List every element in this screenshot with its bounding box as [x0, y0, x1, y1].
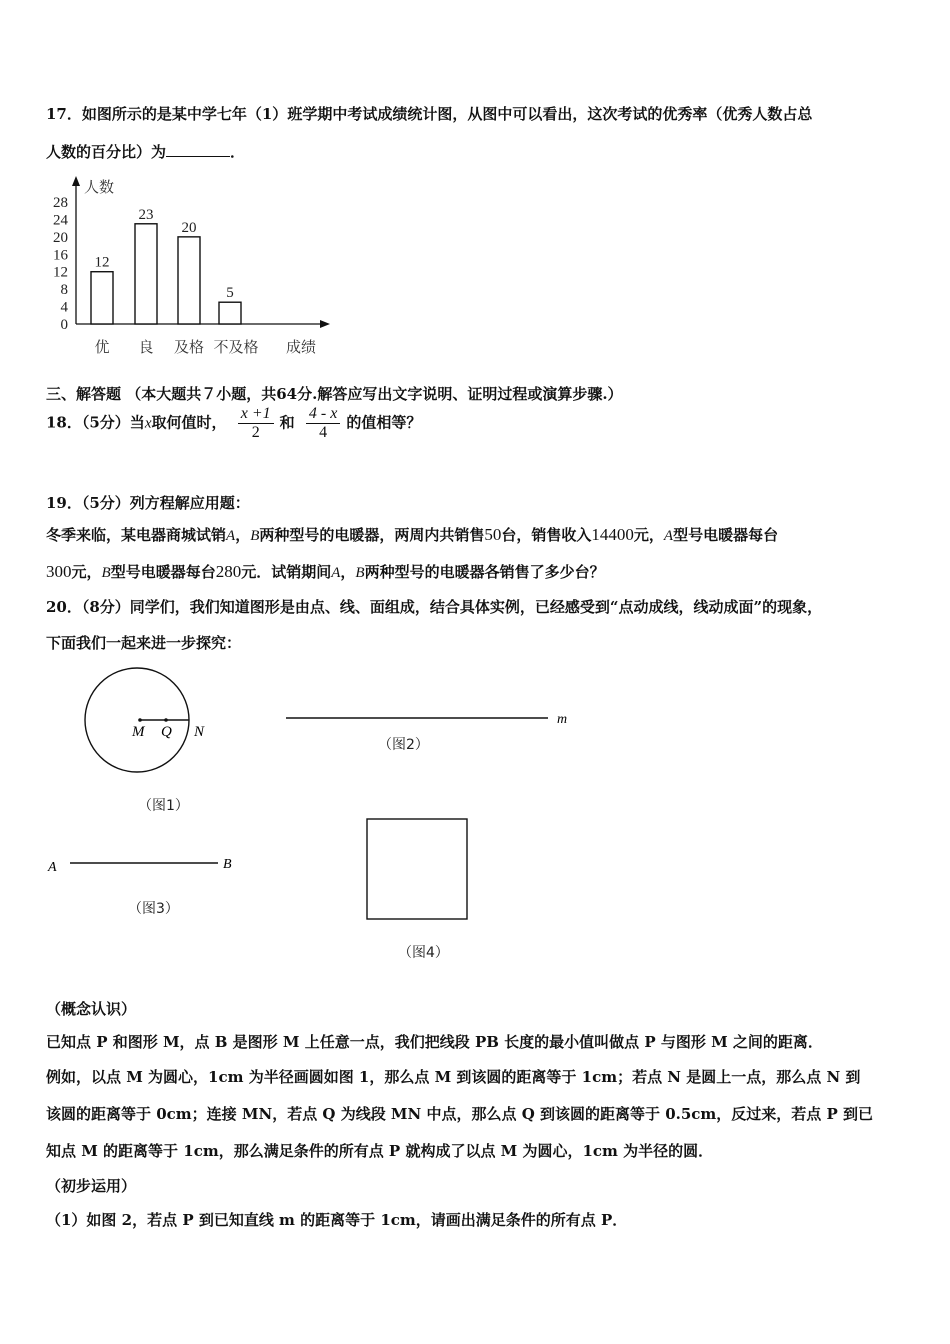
fraction-2 [306, 405, 340, 442]
q19-text: 两种型号的电暖器各销售了多少台？ [364, 563, 605, 581]
y-tick-label: 16 [53, 247, 68, 264]
q19-text: 元．试销期间 [241, 563, 332, 581]
apply-heading: （初步运用） [46, 1177, 137, 1195]
answer-blank [166, 142, 230, 157]
var-A: A [226, 528, 236, 544]
q19-text: 台，销售收入 [501, 526, 592, 544]
label-B: B [223, 857, 232, 872]
apply-p1: （1）如图 2，若点 P 到已知直线 m 的距离等于 1cm，请画出满足条件的所有点 P． [46, 1211, 628, 1229]
q19-text: 元， [71, 563, 102, 581]
fraction-1 [238, 405, 274, 442]
y-tick-label: 4 [60, 299, 68, 316]
x-axis-label: 成绩 [286, 340, 317, 356]
figure-1-caption: （图1） [138, 798, 189, 814]
x-axis-arrow [320, 320, 330, 328]
bar-value-label: 23 [138, 206, 154, 223]
q18-mid: 取何值时， [151, 413, 227, 432]
bar-4 [219, 302, 241, 324]
concept-heading: （概念认识） [46, 1000, 137, 1018]
section-3-header: 三、解答题 （本大题共７小题，共64分.解答应写出文字说明、证明过程或演算步骤.） [46, 385, 623, 403]
x-tick-label: 不及格 [213, 340, 259, 356]
q19-text: 型号电暖器每台 [110, 563, 216, 581]
label-Q: Q [161, 724, 172, 740]
bar-chart [40, 172, 340, 364]
label-m: m [557, 712, 568, 727]
bar-1 [91, 272, 113, 324]
q19-line2 [46, 561, 605, 582]
fraction-2-numerator: 4 - x [306, 405, 340, 424]
q18 [46, 405, 421, 442]
q17-line2-post: ． [230, 143, 246, 161]
q18-pre: 18．（5分）当 [46, 413, 145, 432]
fraction-1-numerator: x +1 [238, 405, 274, 424]
bar-value-label: 20 [181, 219, 197, 236]
var-B: B [250, 528, 260, 544]
number-50: 50 [484, 525, 502, 544]
bar-3 [178, 237, 200, 324]
figure-2-caption: （图2） [378, 737, 429, 753]
q18-and: 和 [279, 413, 295, 432]
figure-2 [280, 706, 580, 730]
fraction-1-denominator: 2 [251, 424, 260, 441]
q19-text: 元， [633, 526, 664, 544]
y-tick-label: 0 [60, 317, 68, 333]
figure-4-caption: （图4） [398, 945, 449, 961]
number-280: 280 [215, 562, 242, 581]
square [367, 819, 467, 919]
q19-text: ， [235, 526, 251, 544]
q19-text: 冬季来临，某电器商城试销 [46, 526, 227, 544]
x-tick-label: 优 [94, 340, 110, 356]
concept-p3: 该圆的距离等于 0cm；连接 MN，若点 Q 为线段 MN 中点，那么点 Q 到该圆的距离等于 0.5cm，反过来，若点 P 到已 [46, 1105, 874, 1123]
concept-p1: 已知点 P 和图形 M，点 B 是图形 M 上任意一点，我们把线段 PB 长度的最小值叫做点 P 与图形 M 之间的距离． [46, 1033, 823, 1051]
y-tick-label: 20 [53, 229, 68, 246]
y-axis-arrow [72, 176, 80, 186]
bar-2 [135, 224, 157, 324]
q19-text: 两种型号的电暖器，两周内共销售 [259, 526, 485, 544]
y-axis-label: 人数 [84, 180, 115, 196]
var-B: B [355, 565, 365, 581]
bar-value-label: 5 [226, 285, 234, 302]
label-A: A [48, 860, 57, 875]
q17-line1: 17．如图所示的是某中学七年（1）班学期中考试成绩统计图，从图中可以看出，这次考试的优秀率（优秀人数占总 [46, 105, 813, 123]
q18-post: 的值相等？ [346, 413, 422, 432]
point-Q [164, 718, 168, 722]
var-B: B [101, 565, 111, 581]
y-tick-label: 12 [53, 264, 68, 281]
point-M [138, 718, 142, 722]
q20-line2: 下面我们一起来进一步探究： [46, 634, 242, 652]
q20-line1: 20．（8分）同学们，我们知道图形是由点、线、面组成，结合具体实例，已经感受到“点动成线，线动成面”的现象， [46, 598, 823, 616]
q19-text: ， [340, 563, 356, 581]
y-tick-label: 8 [60, 282, 68, 299]
y-tick-label: 24 [53, 212, 68, 229]
var-A: A [331, 565, 341, 581]
number-14400: 14400 [591, 525, 634, 544]
figure-1 [80, 664, 230, 780]
bar-value-label: 12 [94, 254, 110, 271]
x-tick-label: 及格 [173, 340, 205, 356]
q19-text: 型号电暖器每台 [673, 526, 779, 544]
fraction-2-denominator: 4 [319, 424, 328, 441]
figure-4 [360, 812, 476, 928]
q19-line1 [46, 524, 778, 545]
number-300: 300 [46, 562, 72, 581]
label-M: M [132, 724, 145, 740]
q17-line2 [46, 141, 245, 162]
q18-var: x [144, 415, 152, 432]
figure-3 [40, 852, 250, 878]
concept-p2: 例如，以点 M 为圆心，1cm 为半径画圆如图 1，那么点 M 到该圆的距离等于 1cm；若点 N 是圆上一点，那么点 N 到 [46, 1068, 861, 1086]
var-A: A [663, 528, 674, 544]
q17-line2-pre: 人数的百分比）为 [46, 143, 167, 161]
q19-title: 19．（5分）列方程解应用题： [46, 494, 250, 512]
x-tick-label: 良 [138, 340, 154, 356]
concept-p4: 知点 M 的距离等于 1cm，那么满足条件的所有点 P 就构成了以点 M 为圆心，1cm 为半径的圆． [46, 1142, 714, 1160]
label-N: N [194, 724, 205, 740]
y-tick-label: 28 [53, 195, 68, 211]
figure-3-caption: （图3） [128, 901, 179, 917]
